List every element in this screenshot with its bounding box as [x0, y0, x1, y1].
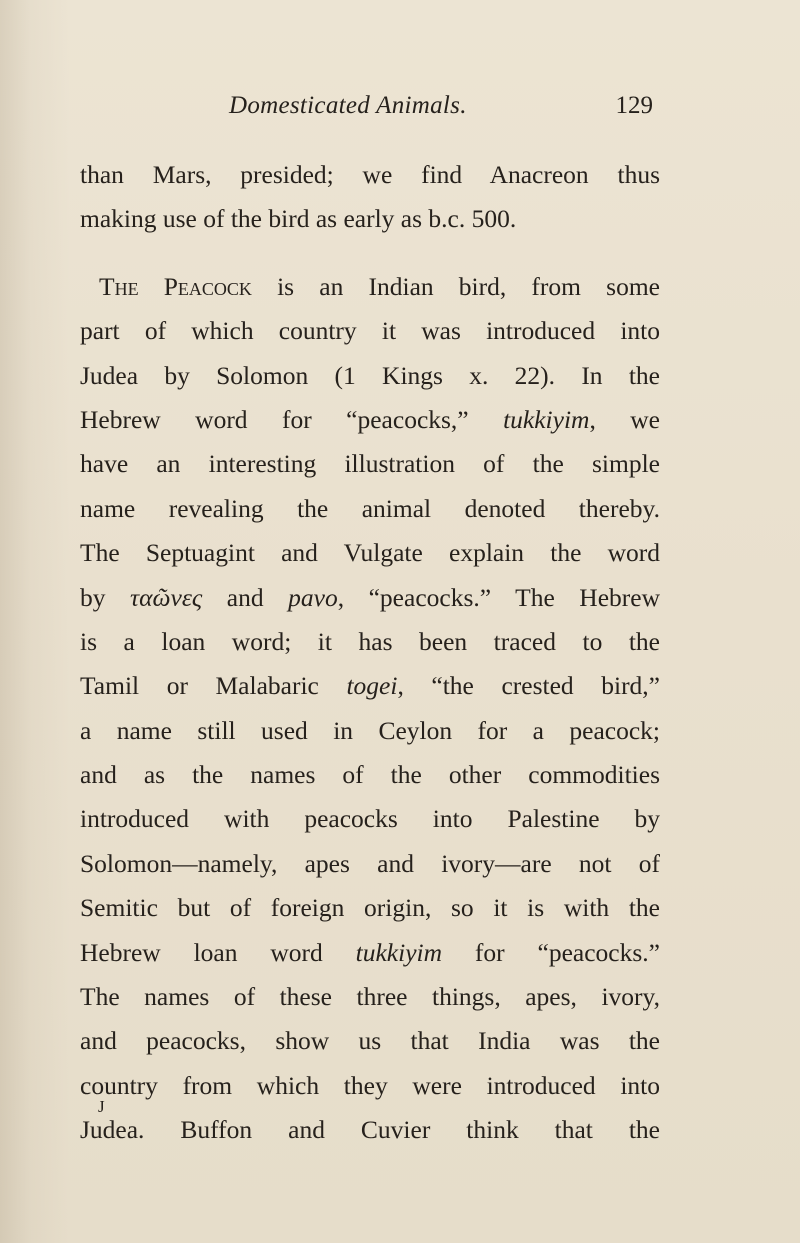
- italic-term: togei: [346, 671, 398, 701]
- text-fragment: , “the crested bird,”: [397, 671, 660, 701]
- italic-term: tukkiyim: [503, 404, 590, 434]
- text-line: have an interesting illustration of the simple: [80, 449, 660, 479]
- text-line: Solomon—namely, apes and ivory—are not of: [80, 848, 660, 878]
- italic-term: pavo: [288, 582, 338, 612]
- text-fragment: Hebrew loan word: [80, 937, 356, 967]
- text-line: and peacocks, show us that India was the: [80, 1026, 660, 1056]
- italic-term: tukkiyim: [355, 937, 443, 967]
- text-line: [80, 576, 660, 620]
- text-line: and as the names of the other commodities: [80, 760, 660, 790]
- text-line: part of which country it was introduced into: [80, 316, 660, 346]
- small-caps-lead: The Peacock: [99, 271, 252, 301]
- text-line: The Septuagint and Vulgate explain the word: [80, 538, 660, 568]
- text-line: country from which they were introduced into: [80, 1070, 660, 1100]
- text-line: [80, 664, 660, 708]
- text-fragment: Tamil or Malabaric: [80, 671, 347, 701]
- text-line: Judea. Buffon and Cuvier think that the: [80, 1115, 660, 1145]
- text-line: is a loan word; it has been traced to the: [80, 626, 660, 656]
- text-line: a name still used in Ceylon for a peacock;: [80, 715, 660, 745]
- running-title: Domesticated Animals.: [229, 92, 467, 119]
- text-fragment: Hebrew word for “peacocks,”: [80, 404, 504, 434]
- text-line: name revealing the animal denoted thereby.: [80, 493, 660, 523]
- text-fragment: , we: [589, 404, 661, 434]
- text-line: introduced with peacocks into Palestine by: [80, 804, 660, 834]
- text-fragment: is an Indian bird, from some: [251, 271, 660, 301]
- text-line: [80, 931, 660, 975]
- text-line: [80, 398, 660, 442]
- text-line: Judea by Solomon (1 Kings x. 22). In the: [80, 360, 660, 390]
- text-line: than Mars, presided; we find Anacreon thus: [80, 160, 660, 189]
- running-head: [229, 92, 653, 124]
- paragraph-gap: [80, 242, 660, 265]
- text-fragment: and: [202, 582, 289, 612]
- signature-mark: J: [98, 1097, 105, 1116]
- text-line: [80, 197, 660, 241]
- text-fragment: making use of the bird as early as b.c. 500.: [80, 204, 517, 234]
- text-fragment: , “peacocks.” The Hebrew: [337, 582, 661, 612]
- text-line: Semitic but of foreign origin, so it is with the: [80, 893, 660, 923]
- text-line: [80, 265, 660, 309]
- greek-term: ταῶνες: [130, 582, 203, 612]
- text-line: The names of these three things, apes, ivory,: [80, 982, 660, 1012]
- text-fragment: by: [80, 582, 131, 612]
- body-text: [80, 153, 660, 1153]
- page-number: 129: [615, 92, 653, 119]
- text-fragment: for “peacocks.”: [442, 937, 660, 967]
